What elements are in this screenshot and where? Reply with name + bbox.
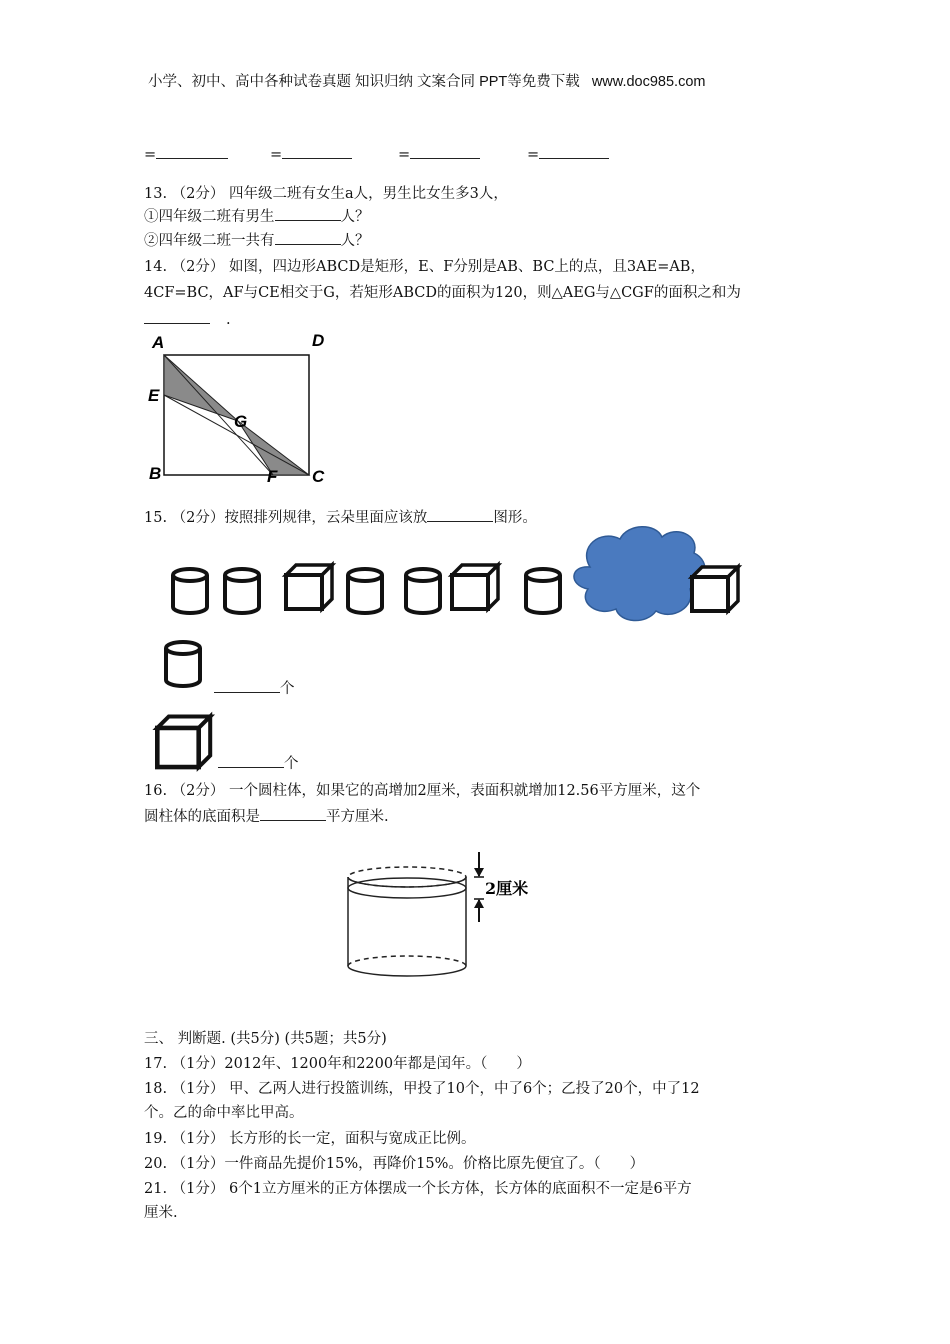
- label-a: A: [152, 333, 165, 352]
- q16-line2: 圆柱体的底面积是 平方厘米.: [144, 806, 389, 828]
- answer-blank[interactable]: [156, 144, 228, 159]
- q16-line1: 16. （2分） 一个圆柱体，如果它的高增加2厘米，表面积就增加12.56平方厘米，这个: [144, 783, 701, 799]
- option-cylinder-figure: [163, 636, 213, 692]
- segment-ec: [164, 395, 309, 475]
- cylinder-icon: [225, 569, 259, 613]
- answer-blank[interactable]: [275, 230, 341, 245]
- page-header: [148, 70, 705, 91]
- triangle-aeg: [164, 355, 238, 421]
- q14-line3: .: [144, 309, 231, 331]
- label-d: D: [312, 331, 325, 350]
- label-f: F: [267, 467, 278, 486]
- answer-blank[interactable]: [410, 144, 480, 159]
- answer-blank[interactable]: [260, 806, 326, 821]
- blank-row-item: =: [527, 144, 609, 166]
- cylinder-icon: [348, 569, 382, 613]
- blank-row-item: =: [398, 144, 480, 166]
- blank-row-item: =: [144, 144, 228, 166]
- header-text: 小学、初中、高中各种试卷真题 知识归纳 文案合同 PPT等免费下载: [148, 74, 580, 90]
- q14-line1: 14. （2分） 如图，四边形ABCD是矩形，E、F分别是AB、BC上的点，且3AE=AB，: [144, 259, 705, 275]
- answer-blank[interactable]: [427, 507, 493, 522]
- q14-line2: 4CF=BC，AF与CE相交于G，若矩形ABCD的面积为120，则△AEG与△CGF的面积之和为: [144, 285, 741, 301]
- shape-sequence: [160, 525, 760, 625]
- label-g: G: [234, 412, 248, 431]
- q20: 20. （1分）一件商品先提价15%，再降价15%。价格比原先便宜了。（ ）: [144, 1156, 645, 1172]
- label-e: E: [148, 386, 160, 405]
- section-3-title: 三、 判断题. (共5分) (共5题；共5分): [144, 1031, 387, 1047]
- cylinder-icon: [406, 569, 440, 613]
- cylinder-icon: [166, 642, 200, 686]
- cube-icon: [692, 567, 738, 611]
- answer-blank[interactable]: [214, 678, 280, 693]
- height-arrow-icon: [474, 852, 484, 922]
- q21-line2: 厘米.: [144, 1205, 178, 1221]
- label-c: C: [312, 467, 325, 486]
- top-ellipse: [348, 878, 466, 898]
- q15-answer-cylinder: 个: [214, 678, 295, 700]
- cloud-icon: [574, 527, 705, 621]
- q15-answer-cube: 个: [218, 753, 299, 775]
- cylinder-height-figure: [340, 850, 540, 990]
- q18-line2: 个。乙的命中率比甲高。: [144, 1105, 304, 1121]
- q18-line1: 18. （1分） 甲、乙两人进行投篮训练，甲投了10个，中了6个；乙投了20个，中了12: [144, 1081, 700, 1097]
- answer-blank[interactable]: [144, 309, 210, 324]
- q15-stem: 15. （2分）按照排列规律，云朵里面应该放 图形。: [144, 507, 537, 529]
- q21-line1: 21. （1分） 6个1立方厘米的正方体摆成一个长方体，长方体的底面积不一定是6平方: [144, 1181, 692, 1197]
- q13-stem: 13. （2分） 四年级二班有女生a人，男生比女生多3人，: [144, 186, 508, 202]
- q19: 19. （1分） 长方形的长一定，面积与宽成正比例。: [144, 1131, 476, 1147]
- cube-icon: [452, 565, 498, 609]
- answer-blank[interactable]: [218, 753, 284, 768]
- cube-icon: [157, 716, 210, 767]
- q13-part1: ①四年级二班有男生 人？: [144, 206, 370, 228]
- blank-row-item: =: [270, 144, 352, 166]
- q17: 17. （1分）2012年、1200年和2200年都是闰年。（ ）: [144, 1056, 531, 1072]
- cylinder-icon: [526, 569, 560, 613]
- answer-blank[interactable]: [282, 144, 352, 159]
- bottom-ellipse-dashed: [348, 956, 466, 966]
- rectangle-figure: [140, 328, 340, 488]
- height-label: 2厘米: [485, 879, 529, 898]
- header-url[interactable]: www.doc985.com: [591, 74, 706, 90]
- label-b: B: [149, 464, 162, 483]
- answer-blank[interactable]: [275, 206, 341, 221]
- cube-icon: [286, 565, 332, 609]
- option-cube-figure: [155, 713, 219, 769]
- answer-blank[interactable]: [539, 144, 609, 159]
- cylinder-icon: [173, 569, 207, 613]
- q13-part2: ②四年级二班一共有 人？: [144, 230, 370, 252]
- segment-af: [164, 355, 273, 475]
